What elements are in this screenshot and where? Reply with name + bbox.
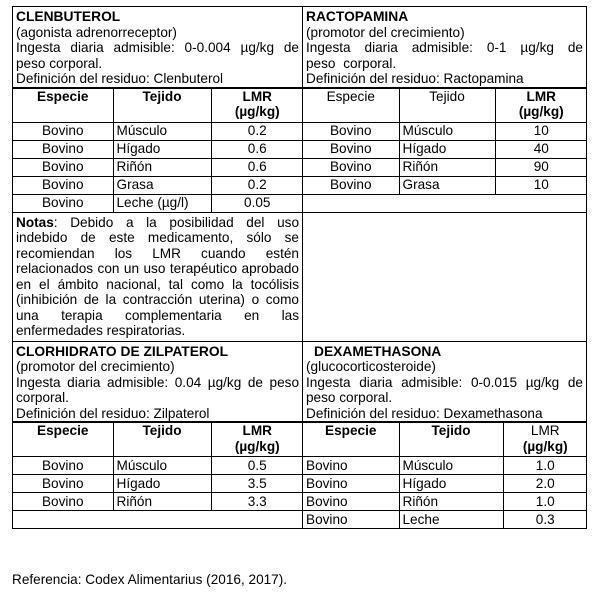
zilpaterol-subtitle: (promotor del crecimiento) [16, 359, 175, 374]
cell-tejido: Músculo [113, 457, 211, 475]
col-lmr: LMR (µg/kg) [211, 423, 303, 457]
cell-especie: Bovino [303, 475, 399, 493]
table-row [13, 475, 303, 493]
table-row [303, 176, 587, 194]
cell-tejido: Grasa [399, 176, 495, 194]
cell-especie: Bovino [13, 158, 113, 176]
reference-caption: Referencia: Codex Alimentarius (2016, 2017). [12, 572, 288, 587]
cell-tejido: Riñón [113, 493, 211, 511]
table-row [303, 158, 587, 176]
cell-lmr: 0.2 [211, 122, 303, 140]
ractopamina-ida: Ingesta diaria admisible: 0-1 µg/kg de peso corporal. [306, 40, 583, 71]
cell-especie: Bovino [13, 176, 113, 194]
ractopamina-header [303, 7, 587, 88]
table-row [13, 122, 303, 140]
ractopamina-data-table [303, 88, 587, 195]
cell-lmr: 1.0 [503, 457, 587, 475]
col-especie: Especie [13, 423, 113, 457]
cell-especie: Bovino [303, 158, 399, 176]
table-row [303, 511, 587, 529]
cell-especie: Bovino [13, 122, 113, 140]
cell-especie: Bovino [13, 194, 113, 212]
cell-tejido: Músculo [399, 457, 503, 475]
cell-lmr: 3.5 [211, 475, 303, 493]
clenbuterol-title: CLENBUTEROL [16, 9, 121, 24]
document-page [12, 6, 586, 529]
dexamethasona-ida: Ingesta diaria admisible: 0-0.015 µg/kg de peso corporal. [306, 374, 583, 405]
ractopamina-residue: Definición del residuo: Ractopamina [306, 71, 524, 86]
cell-lmr: 0.05 [211, 194, 303, 212]
cell-tejido: Leche (µg/l) [113, 194, 211, 212]
ractopamina-title: RACTOPAMINA [306, 9, 409, 24]
cell-especie: Bovino [303, 140, 399, 158]
cell-tejido: Leche [399, 511, 503, 529]
zilpaterol-header [13, 341, 303, 422]
col-tejido: Tejido [399, 423, 503, 457]
clenbuterol-header [13, 7, 303, 88]
cell-tejido: Músculo [399, 122, 495, 140]
table-row [13, 457, 303, 475]
cell-especie: Bovino [13, 140, 113, 158]
cell-especie: Bovino [13, 475, 113, 493]
cell-tejido: Riñón [399, 493, 503, 511]
cell-lmr: 0.2 [211, 176, 303, 194]
table-row [13, 158, 303, 176]
cell-lmr: 2.0 [503, 475, 587, 493]
table-row [303, 122, 587, 140]
col-lmr: LMR (µg/kg) [495, 88, 587, 122]
cell-tejido: Riñón [113, 158, 211, 176]
cell-lmr: 0.3 [503, 511, 587, 529]
dexamethasona-residue: Definición del residuo: Dexamethasona [306, 405, 543, 421]
cell-lmr: 10 [495, 122, 587, 140]
notes-label: Notas [16, 214, 54, 230]
clenbuterol-subtitle: (agonista adrenorreceptor) [16, 24, 177, 40]
cell-tejido: Hígado [113, 475, 211, 493]
col-tejido: Tejido [113, 423, 211, 457]
table-row [303, 493, 587, 511]
cell-lmr: 3.3 [211, 493, 303, 511]
cell-tejido: Grasa [113, 176, 211, 194]
dexamethasona-header [303, 341, 587, 422]
cell-lmr: 0.6 [211, 140, 303, 158]
cell-especie: Bovino [303, 457, 399, 475]
clenbuterol-ida: Ingesta diaria admisible: 0-0.004 µg/kg de peso corporal. [16, 40, 299, 71]
cell-tejido: Hígado [399, 140, 495, 158]
cell-lmr: 0.5 [211, 457, 303, 475]
cell-especie: Bovino [303, 176, 399, 194]
cell-especie: Bovino [303, 493, 399, 511]
clenbuterol-residue: Definición del residuo: Clenbuterol [16, 71, 224, 86]
cell-especie: Bovino [303, 511, 399, 529]
zilpaterol-data-table [13, 422, 303, 511]
cell-lmr: 90 [495, 158, 587, 176]
dexamethasona-data-table [303, 422, 587, 528]
dexamethasona-subtitle: (glucocorticosteroide) [306, 359, 436, 374]
cell-tejido: Músculo [113, 122, 211, 140]
col-especie: Especie [303, 423, 399, 457]
cell-lmr: 1.0 [503, 493, 587, 511]
col-tejido: Tejido [113, 88, 211, 122]
cell-lmr: 10 [495, 176, 587, 194]
cell-tejido: Hígado [399, 475, 503, 493]
table-row [13, 493, 303, 511]
dexamethasona-title: DEXAMETHASONA [314, 343, 442, 359]
cell-lmr: 40 [495, 140, 587, 158]
empty-cell [303, 212, 587, 341]
clenbuterol-data-table [13, 88, 303, 212]
zilpaterol-ida: Ingesta diaria admisible: 0.04 µg/kg de peso corporal. [16, 374, 299, 405]
table-row [303, 457, 587, 475]
notes-text: : Debido a la posibilidad del uso indebido de este medicamento, sólo se recomiendan los LMR cuando estén relacionados con un uso terapéutico aprobado en el ámbito nacional, tal como la tocólisis (inhibición de la contracción uterina) o como una terapia complementaria en las enfermedades respiratorias. [16, 214, 299, 338]
notes [13, 213, 302, 341]
table-row [303, 140, 587, 158]
cell-especie: Bovino [13, 457, 113, 475]
col-lmr-unit: (µg/kg) [522, 438, 568, 454]
cell-lmr: 0.6 [211, 158, 303, 176]
col-lmr-label: LMR [530, 423, 560, 438]
col-tejido: Tejido [399, 88, 495, 122]
ractopamina-data [303, 87, 587, 212]
col-lmr [503, 423, 587, 457]
table-row [13, 194, 303, 212]
table-row [13, 140, 303, 158]
col-lmr: LMR (µg/kg) [211, 88, 303, 122]
table-row [13, 176, 303, 194]
zilpaterol-title: CLORHIDRATO DE ZILPATEROL [16, 343, 229, 359]
dexamethasona-data [303, 422, 587, 529]
cell-tejido: Hígado [113, 140, 211, 158]
table-row [303, 475, 587, 493]
cell-tejido: Riñón [399, 158, 495, 176]
cell-especie: Bovino [303, 122, 399, 140]
cell-especie: Bovino [13, 493, 113, 511]
col-especie: Especie [13, 88, 113, 122]
clenbuterol-data [13, 87, 303, 212]
zilpaterol-residue: Definición del residuo: Zilpaterol [16, 405, 210, 421]
notes-cell [13, 212, 303, 341]
zilpaterol-data [13, 422, 303, 529]
col-especie: Especie [303, 88, 399, 122]
ractopamina-subtitle: (promotor del crecimiento) [306, 24, 465, 40]
mrl-table [12, 6, 587, 529]
